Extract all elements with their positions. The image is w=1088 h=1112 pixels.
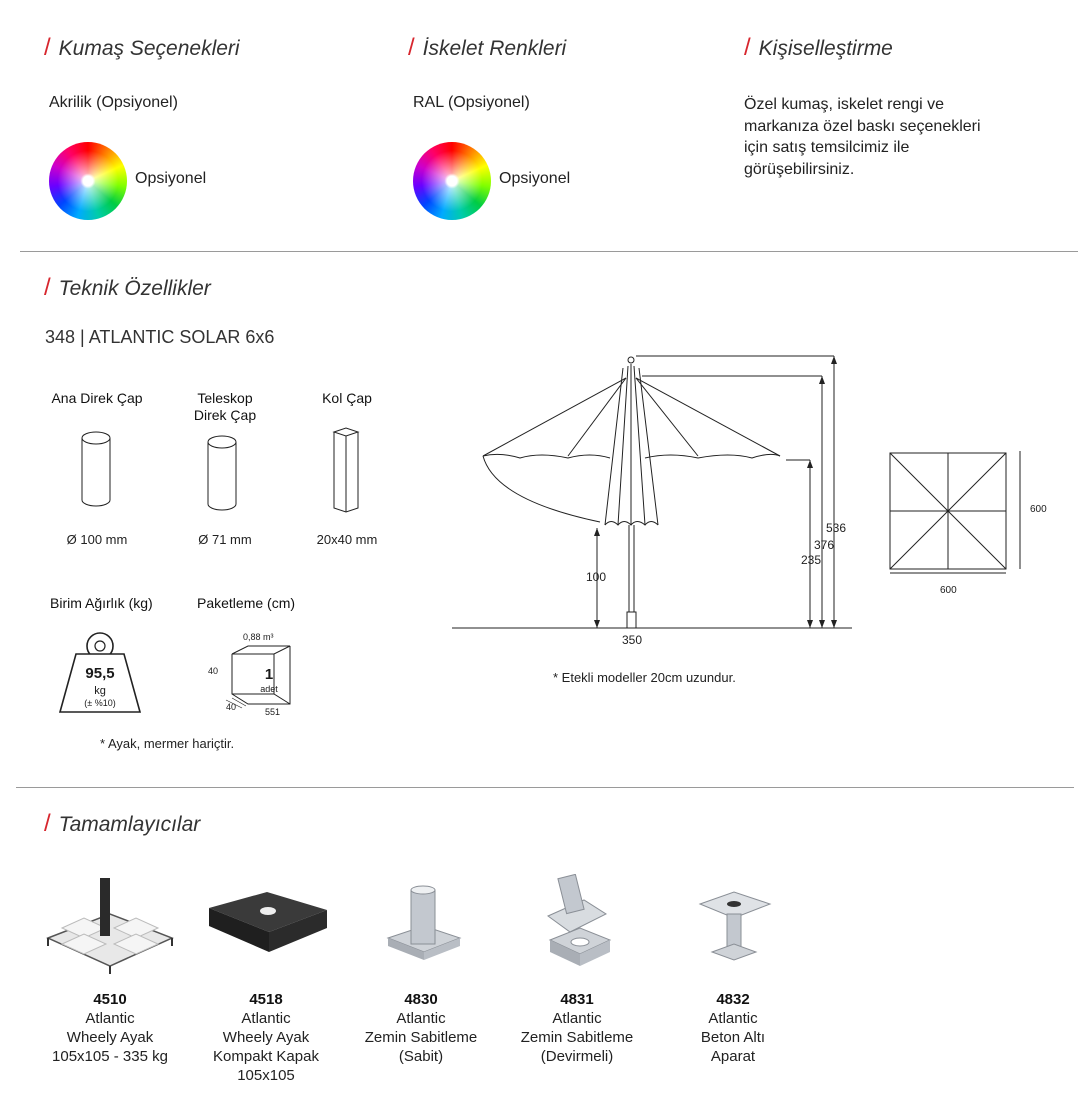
slash-icon: / <box>408 34 415 61</box>
product-4518: 4518 Atlantic Wheely Ayak Kompakt Kapak 105x105 <box>213 991 319 1084</box>
fabric-subtitle: Akrilik (Opsiyonel) <box>49 94 178 111</box>
dim-square-w: 600 <box>940 585 957 596</box>
weight-tolerance: (± %10) <box>84 698 116 708</box>
section-title-tech: / Teknik Özellikler <box>44 274 211 301</box>
slash-icon: / <box>44 34 51 61</box>
slash-icon: / <box>44 274 51 301</box>
package-count: 1 <box>264 666 274 683</box>
section-title-frame: / İskelet Renkleri <box>408 34 567 61</box>
divider <box>20 251 1078 252</box>
dim-350: 350 <box>622 633 643 647</box>
package-dim-w: 551 <box>265 707 281 717</box>
diagram-note: * Etekli modeller 20cm uzundur. <box>553 670 736 685</box>
dim-100: 100 <box>586 570 607 584</box>
product-image-4518 <box>203 880 331 960</box>
section-title-custom: / Kişiselleştirme <box>744 34 893 61</box>
product-image-4832 <box>690 880 780 970</box>
section-title-accessories: / Tamamlayıcılar <box>44 810 201 837</box>
divider <box>16 787 1074 788</box>
top-view-square <box>880 445 1030 575</box>
dim-235: 235 <box>801 553 822 567</box>
product-4510: 4510 Atlantic Wheely Ayak 105x105 - 335 kg <box>52 991 168 1065</box>
dim-536: 536 <box>826 521 847 535</box>
weight-value: 95,5 <box>85 665 115 682</box>
package-count-unit: adet <box>260 684 278 694</box>
spec-weight-label: Birim Ağırlık (kg) <box>50 595 153 611</box>
package-dim-d: 40 <box>226 702 237 712</box>
spec-telescope-label: Teleskop Direk Çap <box>193 390 257 423</box>
spec-note: * Ayak, mermer hariçtir. <box>100 736 235 751</box>
umbrella-diagram <box>440 350 870 650</box>
product-image-4510 <box>44 868 176 978</box>
fabric-option-label: Opsiyonel <box>135 170 207 187</box>
product-4830: 4830 Atlantic Zemin Sabitleme (Sabit) <box>364 991 478 1065</box>
spec-arm-value: 20x40 mm <box>316 532 378 547</box>
main-pole-cylinder-icon <box>70 424 130 514</box>
spec-main-pole-label: Ana Direk Çap <box>51 390 143 406</box>
spec-arm-label: Kol Çap <box>322 390 372 406</box>
dim-square-h: 600 <box>1030 504 1047 515</box>
slash-icon: / <box>744 34 751 61</box>
color-wheel-icon <box>413 142 491 220</box>
spec-main-pole-value: Ø 100 mm <box>66 532 128 547</box>
spec-telescope-value: Ø 71 mm <box>198 532 252 547</box>
package-volume: 0,88 m³ <box>243 632 274 642</box>
model-name: 348 | ATLANTIC SOLAR 6x6 <box>45 327 275 347</box>
frame-subtitle: RAL (Opsiyonel) <box>413 94 530 111</box>
package-dim-h: 40 <box>208 666 219 676</box>
telescope-cylinder-icon <box>196 430 256 514</box>
weight-unit: kg <box>94 685 106 697</box>
dim-376: 376 <box>814 538 835 552</box>
product-4831: 4831 Atlantic Zemin Sabitleme (Devirmeli) <box>520 991 634 1065</box>
product-image-4831 <box>530 874 630 974</box>
frame-option-label: Opsiyonel <box>499 170 571 187</box>
slash-icon: / <box>44 810 51 837</box>
product-4832: 4832 Atlantic Beton Altı Aparat <box>700 991 766 1065</box>
custom-description: Özel kumaş, iskelet rengi ve markanıza özel baskı seçenekleri için satış temsilcimiz ile görüşebilirsiniz. <box>744 96 981 178</box>
section-title-fabric: / Kumaş Seçenekleri <box>44 34 240 61</box>
product-image-4830 <box>380 880 470 970</box>
arm-bar-icon <box>326 424 376 516</box>
spec-packaging-label: Paketleme (cm) <box>197 595 296 611</box>
color-wheel-icon <box>49 142 127 220</box>
